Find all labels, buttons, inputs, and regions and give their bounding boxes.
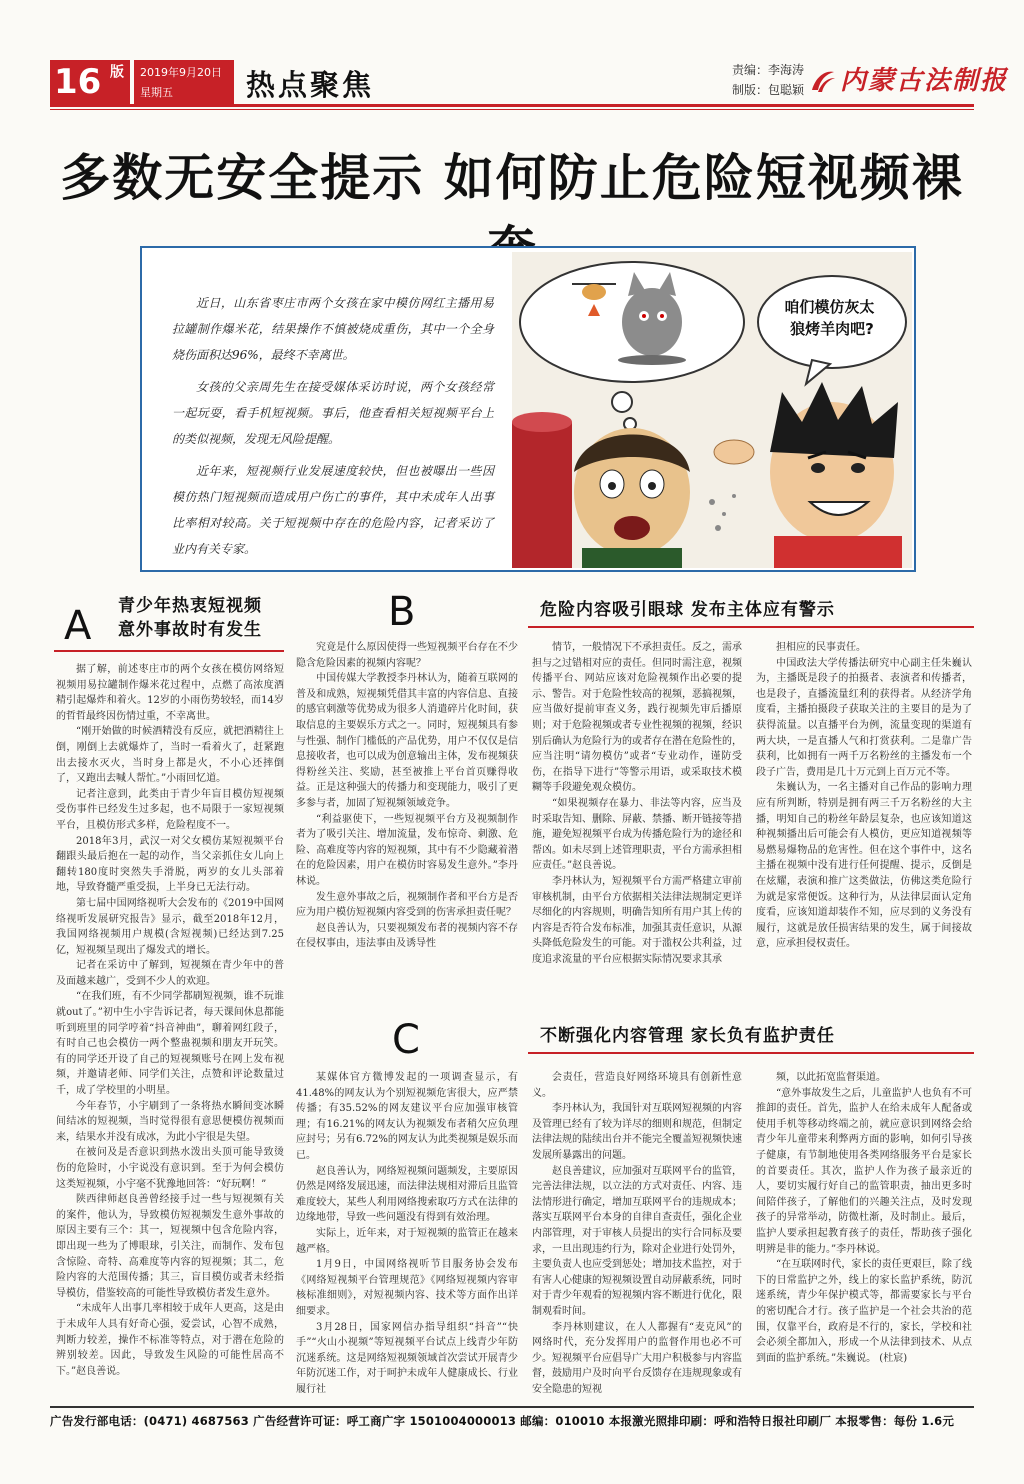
producer: 制版：包聪颖: [732, 83, 805, 97]
masthead-rule: [50, 104, 974, 107]
body-paragraph: 李丹林认为，我国针对互联网短视频的内容及管理已经有了较为详尽的细则和规范，但制定法律法规的陆续出台并不能完全覆盖短视频快速发展所暴露出的问题。: [532, 1103, 742, 1161]
body-paragraph: 会责任，营造良好网络环境具有创新性意义。: [532, 1072, 742, 1099]
body-paragraph: 中国政法大学传播法研究中心副主任朱巍认为，主播既是段子的拍摄者、表演者和传播者，也是段子，直播流量红利的获得者。从经济学角度看，主播拍摄段子获取关注的主要目的是为了获得流量。以直播平台为例，流量变现的渠道有两大块，一是直播人气和打赏获利。二是靠广告获利，比如拥有一两千万名粉丝的主播发布一个段子广告，费用是几十万元到上百万元不等。: [756, 657, 972, 778]
paper-logo-icon: [808, 66, 838, 96]
body-paragraph: 李丹林认为，短视频平台方需严格建立审前审核机制，由平台方依据相关法律法规制定更详尽细化的内容规则，明确告知所有用户其上传的内容是否符合发布标准，加强其责任意识，从源头降低危险发生的可能。对于滥权公共利益，过度追求流量的平台应根据实际情况要求其承: [532, 875, 742, 965]
body-paragraph: 赵良善认为，只要视频发布者的视频内容不存在侵权事由，违法事由及诱导性: [296, 922, 518, 950]
section-c-rule: [528, 1052, 974, 1054]
intro-paragraph: 近日，山东省枣庄市两个女孩在家中模仿网红主播用易拉罐制作爆米花，结果操作不慎被烧成重伤，其中一个全身烧伤面积达96%，最终不幸离世。: [172, 296, 494, 362]
body-paragraph: 1月9日，中国网络视听节目服务协会发布《网络短视频平台管理规范》《网络短视频内容审核标准细则》，对短视频内容、技术等方面作出详细要求。: [296, 1259, 518, 1317]
section-c-column-1: [296, 1070, 518, 1400]
body-paragraph: “意外事故发生之后，儿童监护人也负有不可推卸的责任。首先，监护人在给未成年人配备或使用手机等移动终端之前，就应意识到网络会给青少年儿童带来利弊两方面的影响，如何引导孩子健康，有节制地使用各类网络服务平台是家长的首要责任。其次，监护人作为孩子最亲近的人，要切实履行好自己的监管职责，抽出更多时间陪伴孩子，了解他们的兴趣关注点，及时发现孩子的异常举动，防微杜渐，及时制止。最后，监护人要承担起教育孩子的责任，帮助孩子强化明辨是非的能力。”李丹林说。: [756, 1087, 972, 1255]
body-paragraph: 某媒体官方微博发起的一项调查显示，有41.48%的网友认为个别短视频危害很大，应严禁传播；有35.52%的网友建议平台应加强审核管理；有16.21%的网友认为视频发布者稍欠应负理应封号；另有6.72%的网友认为此类视频是娱乐而已。: [296, 1072, 518, 1161]
body-paragraph: 朱巍认为，一名主播对自己作品的影响力理应有所判断，特别是拥有两三千万名粉丝的大主播，明知自己的粉丝年龄层复杂，也应该知道这种视频播出后可能会有人模仿，更应知道视频等易燃易爆物品的危害性。但在这个事件中，这名主播在视频中没有进行任何提醒、提示，反倒是在炫耀，表演和推广这类做法，仿佛这类危险行为就是家常便饭。这种行为，从法律层面认定角度看，应该知道却装作不知，应尽到的义务没有履行，这就是放任损害结果的发生，属于间接故意，应承担侵权责任。: [756, 782, 972, 950]
footer-info: 广告发行部电话：(0471) 4687563 广告经营许可证：呼工商广字 1501004000013 邮编：010010 本报激光照排印刷：呼和浩特日报社印刷厂 本报零售：每份 1.6元: [50, 1414, 955, 1428]
body-paragraph: 在被问及是否意识到热水泼出头顶可能导致烫伤的危险时，小宇说没有意识到。至于为何会模仿这类短视频，小宇毫不犹豫地回答：“好玩啊！”: [56, 1147, 284, 1190]
body-paragraph: 3月28日，国家网信办指导组织“抖音”“快手”“火山小视频”等短视频平台试点上线青少年防沉迷系统。这是网络短视频领域首次尝试开展青少年防沉迷工作，对于呵护未成年人健康成长、行业履行社: [296, 1321, 518, 1395]
cartoon-illustration: [512, 252, 912, 568]
body-paragraph: 记者在采访中了解到，短视频在青少年中的普及面越来越广，受到不少人的欢迎。: [56, 960, 284, 987]
section-a-title-line1: 青少年热衷短视频: [118, 596, 262, 616]
body-paragraph: 李丹林则建议，在人人都握有“麦克风”的网络时代，充分发挥用户的监督作用也必不可少。短视频平台应倡导广大用户积极参与内容监督，鼓励用户及时向平台反馈存在违规现象或有安全隐患的短视: [532, 1321, 742, 1395]
issue-weekday: 星期五: [140, 86, 173, 99]
section-a-column-1: [56, 662, 284, 1398]
body-paragraph: 今年春节，小宇刷到了一条将热水瞬间变冰瞬间结冰的短视频，当时觉得很有意思便模仿视频而来，结果水并没有成冰，为此小宇很是失望。: [56, 1100, 284, 1143]
body-paragraph: 陕西律师赵良善曾经接手过一些与短视频有关的案件，他认为，导致模仿短视频发生意外事故的原因主要有三个：其一，短视频中包含危险内容，即出现一些为了博眼球，引关注，而制作、发布包含惊险、奇特、高难度等内容的短视频；其二，危险内容的大范围传播；其三，盲目模仿或者未经指导模仿，借鉴较高的可能性导致模仿者发生意外。: [56, 1194, 284, 1299]
section-a-title-line2: 意外事故时有发生: [118, 620, 262, 640]
body-paragraph: 记者注意到，此类由于青少年盲目模仿短视频受伤事件已经发生过多起，也不局限于一家短视频平台，且模仿形式多样，危险程度不一。: [56, 788, 284, 831]
section-name: 热点聚焦: [246, 68, 375, 102]
body-paragraph: “在我们班，有不少同学都刷短视频，谁不玩谁就out了。”初中生小宇告诉记者，每天课间休息都能听到班里的同学哼着“抖音神曲”，聊着网红段子，有时自己也会模仿一两个整蛊视频和朋友开玩笑。有的同学还开设了自己的短视频账号在网上发布视频，并邀请老师、同学们关注，点赞和评论数量过千，成了学校里的小明星。: [56, 991, 284, 1097]
body-paragraph: 发生意外事故之后，视频制作者和平台方是否应为用户模仿短视频内容受到的伤害承担责任呢？: [296, 891, 518, 919]
body-paragraph: 赵良善建议，应加强对互联网平台的监管，完善法律法规，以立法的方式对责任、内容、违法情形进行确定，增加互联网平台的违规成本；落实互联网平台本身的自律自查责任，强化企业内部管理，对于审核人员提出的实行合同标及要求，一旦出现违约行为，除对企业进行处罚外，主要负责人也应受到惩处；增加技术监控，对于有害人心健康的短视频设置自动屏蔽系统，同时对于青少年观看的短视频内容不断进行优化，限制观看时间。: [532, 1165, 742, 1317]
body-paragraph: “如果视频存在暴力、非法等内容，应当及时采取告知、删除、屏蔽、禁播、断开链接等措施，避免短视频平台成为传播危险行为的途径和帮凶。如未尽到上述管理职责，平台方需承担相应责任。”赵良善说。: [532, 797, 742, 872]
body-paragraph: “在互联网时代，家长的责任更艰巨，除了线下的日常监护之外，线上的家长监护系统，防沉迷系统，青少年保护模式等，都需要家长与平台的密切配合才行。孩子监护是一个社会共治的范围，仅靠平台，政府是不行的，家长，学校和社会必须全都加入，形成一个从法律到技术、从点到面的监护系统。”朱巍说。 (杜宸): [756, 1259, 972, 1364]
body-paragraph: 情节，一般情况下不承担责任。反之，需承担与之过错相对应的责任。但同时需注意，视频传播平台、网站应该对危险视频作出必要的提示、警告。对于危险性较高的视频，恶搞视频，应当做好提前审查义务，践行视频先审后播原则；对于危险视频或者专业性视频的视频，经识别后确认为危险行为的或者存在潜在危险性的，应当注明“请勿模仿”或者“专业动作，谨防受伤，在指导下进行”等警示用语，或采取技术模糊等手段避免观众模仿。: [532, 642, 742, 794]
section-b-letter: B: [388, 589, 416, 635]
body-paragraph: “未成年人出事几率相较于成年人更高，这是由于未成年人具有好奇心强，爱尝试，心智不成熟，判断力较差，操作不标准等特点，对于潜在危险的辨别较差。因此，导致发生风险的可能性居高不下。”赵良善说。: [56, 1303, 284, 1377]
body-paragraph: 究竟是什么原因使得一些短视频平台存在不少隐含危险因素的视频内容呢？: [296, 642, 518, 669]
section-b-column-2: [756, 640, 972, 976]
masthead-rule-thin: [50, 109, 974, 110]
intro-text: [172, 290, 494, 568]
section-c-letter: C: [392, 1017, 420, 1063]
section-b-rule: [528, 626, 974, 628]
body-paragraph: 2018年3月，武汉一对父女模仿某短视频平台翻跟头最后抱在一起的动作，当父亲抓住女儿向上翻转180度时突然失手滑脱，两岁的女儿头部着地，导致脊髓严重受损，上半身已无法行动。: [56, 835, 284, 894]
section-a-column-2: [296, 640, 518, 976]
section-c-column-2: [532, 1070, 742, 1400]
section-c-title: 不断强化内容管理 家长负有监护责任: [540, 1026, 835, 1046]
section-c-column-3: [756, 1070, 972, 1400]
body-paragraph: 赵良善认为，网络短视频问题频发，主要原因仍然是网络发展迅速，而法律法规相对滞后且监管难度较大，某些人利用网络搜索取巧方式在法律的边缘地带，导致一些问题没有得到有效治理。: [296, 1165, 518, 1224]
section-a-letter: A: [64, 603, 92, 649]
section-a-rule: [54, 650, 284, 652]
footer-rule: [50, 1406, 974, 1408]
page-number: 16: [54, 62, 102, 102]
paper-name: 内蒙古法制报: [840, 66, 1009, 96]
body-paragraph: 中国传媒大学教授李丹林认为，随着互联网的普及和成熟，短视频凭借其丰富的内容信息、直接的感官刺激等优势成为很多人消遣碎片化时间，获取信息的主要娱乐方式之一。同时，短视频具有参与性强、制作门槛低的产品优势，用户不仅仅是信息接收者，也可以成为创意输出主体，发布视频获得粉丝关注、奖励，甚至被推上平台首页赚得收益。正是这种强大的传播力和变现能力，吸引了更多参与者，加固了短视频领域竞争。: [296, 673, 518, 809]
date-block: [134, 60, 234, 104]
page-unit: 版: [108, 64, 124, 80]
body-paragraph: 担相应的民事责任。: [776, 642, 866, 653]
body-paragraph: 第七届中国网络视听大会发布的《2019中国网络视听发展研究报告》显示，截至2018年12月，我国网络视频用户规模(含短视频)已经达到7.25亿，短视频呈现出了爆发式的增长。: [56, 897, 284, 956]
headline: 多数无安全提示 如何防止危险短视频裸: [60, 148, 964, 207]
intro-paragraph: 女孩的父亲周先生在接受媒体采访时说，两个女孩经常一起玩耍，看手机短视频。事后，他查看相关短视频平台上的类似视频，发现无风险提醒。: [172, 380, 494, 446]
editor: 责编：李海涛: [732, 63, 805, 77]
section-a-title: [118, 594, 288, 642]
body-paragraph: 实际上，近年来，对于短视频的监管正在越来越严格。: [296, 1227, 518, 1255]
issue-date: 2019年9月20日: [140, 66, 222, 79]
body-paragraph: 频，以此拓宽监督渠道。: [776, 1072, 886, 1083]
editor-credits: [732, 60, 804, 100]
page-number-badge: [50, 60, 130, 104]
byline: (杜宸): [876, 1352, 908, 1364]
body-paragraph: “刚开始做的时候酒精没有反应，就把酒精往上倒，刚倒上去就爆炸了，当时一看着火了，赶紧跑出去接水灭火，当时身上都是火，不小心还摔倒了，又跑出去喊人帮忙。”小雨回忆道。: [56, 726, 284, 785]
cartoon-speech: 咱们模仿灰太 狼烤羊肉吧?: [784, 298, 875, 338]
body-paragraph: 据了解，前述枣庄市的两个女孩在模仿网络短视频用易拉罐制作爆米花过程中，点燃了高浓度酒精引起爆炸和着火。12岁的小雨伤势较轻，而14岁的哲哲最终因伤情过重，不幸离世。: [56, 664, 284, 722]
intro-paragraph: 近年来，短视频行业发展速度较快，但也被曝出一些因模仿热门短视频而造成用户伤亡的事件，其中未成年人出事比率相对较高。关于短视频中存在的危险内容，记者采访了业内有关专家。: [172, 464, 494, 556]
section-b-title: 危险内容吸引眼球 发布主体应有警示: [540, 600, 835, 620]
section-b-column-1: [532, 640, 742, 976]
body-paragraph: “利益驱使下，一些短视频平台方及视频制作者为了吸引关注、增加流量，发布惊奇、刺激、危险、高难度等内容的短视频，其中有不少隐藏着潜在的危险因素，用户在模仿时容易发生意外。”李丹林说。: [296, 813, 518, 887]
